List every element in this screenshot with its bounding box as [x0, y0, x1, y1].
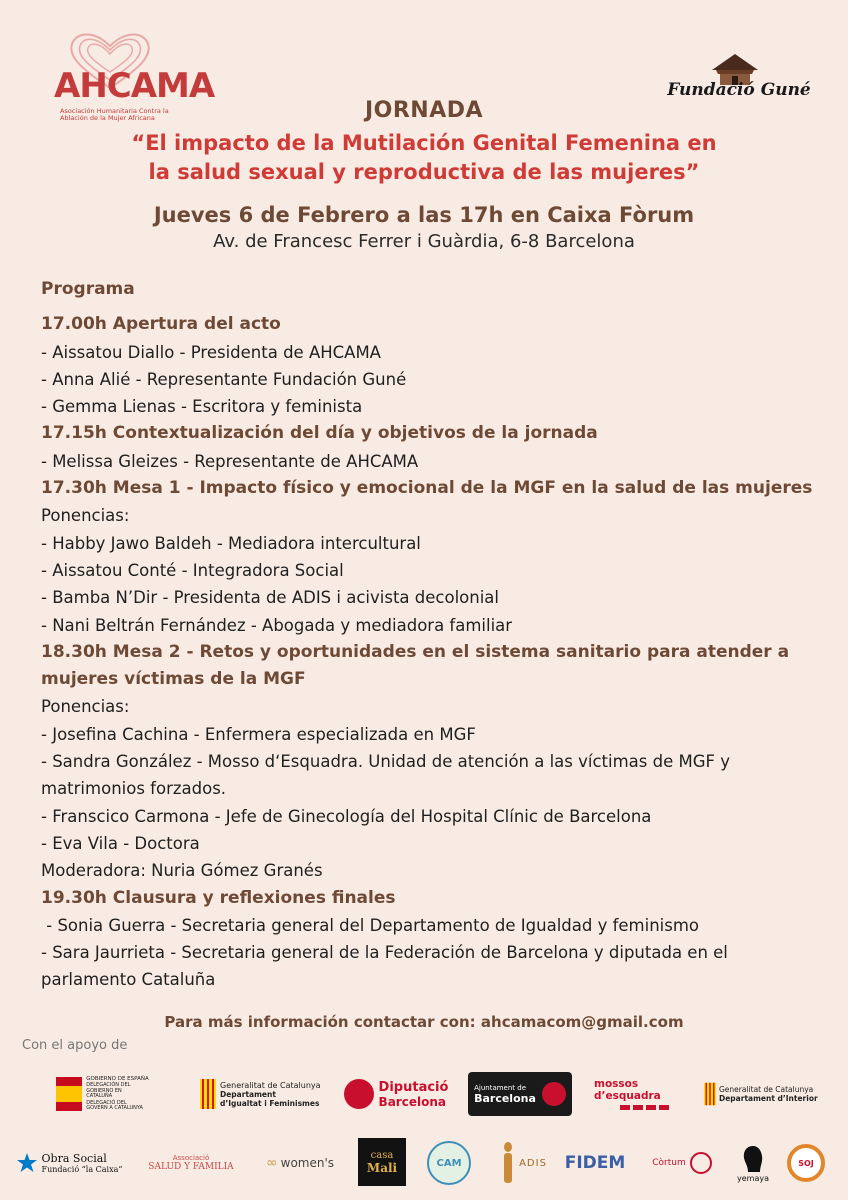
ponencias-label: Ponencias:: [41, 697, 130, 717]
womens-logo: [256, 1140, 344, 1186]
section-title: 18.30h Mesa 2 - Retos y oportunidades en el sistema sanitario para atender a mujeres víctimas de la MGF: [41, 641, 790, 690]
gobierno-label: DELEGACIÓ DEL GOVERN A CATALUNYA: [86, 1099, 143, 1112]
casa-mali-label: casa: [370, 1149, 394, 1161]
african-figure-icon: [501, 1141, 515, 1185]
barcelona-shield-icon: [542, 1082, 566, 1106]
gencat-label: Generalitat de Catalunya: [719, 1085, 814, 1094]
womens-icon: ∞: [265, 1155, 278, 1171]
cortum-logo: [646, 1140, 718, 1186]
event-title-line1: “El impacto de la Mutilación Genital Femenina en: [131, 131, 717, 155]
program-heading: Programa: [41, 279, 135, 299]
mossos-logo: [594, 1072, 694, 1116]
senyera-icon: [200, 1079, 216, 1109]
gobierno-espana-logo: [40, 1072, 165, 1116]
list-item: - Aissatou Conté - Integradora Social: [41, 560, 344, 580]
casa-mali-label: Mali: [366, 1160, 398, 1175]
list-item: - Gemma Lienas - Escritora y feminista: [41, 397, 363, 417]
event-date: Jueves 6 de Febrero a las 17h en Caixa Fòrum: [153, 203, 695, 227]
salud-label: SALUD Y FAMILIA: [148, 1162, 234, 1172]
cortum-label: Còrtum: [652, 1158, 686, 1168]
yemaya-label: yemaya: [737, 1173, 769, 1183]
star-icon: [16, 1152, 38, 1174]
diputacio-label: Barcelona: [378, 1094, 446, 1109]
salud-y-familia-logo: [142, 1140, 240, 1186]
list-item: - Nani Beltrán Fernández - Abogada y mediadora familiar: [41, 615, 513, 635]
spain-shield-icon: [56, 1077, 82, 1111]
list-item: - Josefina Cachina - Enfermera especializada en MGF: [41, 724, 476, 744]
event-title-line2: la salud sexual y reproductiva de las mujeres”: [148, 160, 700, 184]
mossos-label: mossos d’esquadra: [594, 1078, 661, 1102]
contact-info: Para más información contactar con: ahcamacom@gmail.com: [164, 1013, 684, 1031]
fidem-label: FIDEM: [564, 1153, 626, 1173]
cam-logo: [424, 1140, 474, 1186]
gencat-igualtat-logo: [200, 1072, 325, 1116]
program: [41, 276, 821, 994]
soj-label: SOJ: [798, 1158, 814, 1168]
gobierno-label: DELEGACIÓN DEL GOBIERNO EN CATALUÑA: [86, 1082, 131, 1100]
list-item: - Anna Alié - Representante Fundación Guné: [41, 369, 407, 389]
moderator: Moderadora: Nuria Gómez Granés: [41, 861, 323, 881]
list-item: - Franscico Carmona - Jefe de Ginecología del Hospital Clínic de Barcelona: [41, 806, 652, 826]
cam-label: CAM: [436, 1157, 462, 1169]
list-item: - Sonia Guerra - Secretaria general del Departamento de Igualdad y feminismo: [41, 915, 700, 935]
salud-label: Associació: [172, 1154, 210, 1162]
event-address: Av. de Francesc Ferrer i Guàrdia, 6-8 Barcelona: [213, 231, 635, 252]
list-item: - Sara Jaurrieta - Secretaria general de la Federación de Barcelona y diputada en el parlamento Cataluña: [41, 943, 728, 990]
obra-social-la-caixa-logo: [14, 1140, 124, 1186]
section-title: 17.00h Apertura del acto: [41, 314, 281, 335]
ponencias-label: Ponencias:: [41, 506, 130, 526]
gobierno-label: GOBIERNO DE ESPAÑA: [86, 1076, 149, 1083]
diputacio-emblem-icon: [344, 1079, 374, 1109]
soj-logo: [786, 1140, 826, 1186]
obra-social-label: Fundació “la Caixa”: [41, 1165, 123, 1174]
gencat-dept-label: Departament d’Interior: [719, 1094, 818, 1103]
senyera-icon: [704, 1082, 716, 1106]
gencat-label: Generalitat de Catalunya: [220, 1080, 321, 1090]
gencat-interior-logo: [704, 1072, 830, 1116]
diputacio-label: Diputació: [378, 1079, 449, 1095]
list-item: - Sandra González - Mosso d‘Esquadra. Unidad de atención a las víctimas de MGF y matrimonios forzados.: [41, 752, 731, 799]
ajuntament-barcelona-logo: [468, 1072, 572, 1116]
event-kicker: JORNADA: [364, 98, 484, 123]
ajuntament-label: Ajuntament de: [474, 1083, 527, 1092]
list-item: - Aissatou Diallo - Presidenta de AHCAMA: [41, 342, 381, 362]
support-label: Con el apoyo de: [22, 1038, 128, 1053]
mossos-stripes-icon: [620, 1105, 669, 1110]
adis-label: ADIS: [519, 1157, 547, 1169]
womens-label: women's: [280, 1156, 335, 1170]
list-item: - Habby Jawo Baldeh - Mediadora intercultural: [41, 533, 421, 553]
cortum-icon: [690, 1152, 712, 1174]
diputacio-barcelona-logo: [340, 1072, 452, 1116]
gencat-dept-label: Departament d’Igualtat i Feminismes: [220, 1089, 320, 1108]
fidem-logo: [560, 1140, 630, 1186]
section-title: 19.30h Clausura y reflexiones finales: [41, 887, 396, 908]
section-title: 17.30h Mesa 1 - Impacto físico y emocional de la MGF en la salud de las mujeres: [41, 478, 813, 499]
woman-profile-icon: [738, 1144, 768, 1174]
adis-logo: [496, 1140, 552, 1186]
list-item: - Melissa Gleizes - Representante de AHCAMA: [41, 451, 419, 471]
ahcama-subtitle: Asociación Humanitaria Contra la Ablación de la Mujer Africana: [60, 107, 169, 122]
list-item: - Bamba N’Dir - Presidenta de ADIS i acivista decolonial: [41, 588, 499, 608]
casa-mali-logo: [358, 1138, 406, 1186]
list-item: - Eva Vila - Doctora: [41, 833, 200, 853]
obra-social-label: Obra Social: [41, 1152, 107, 1165]
gune-wordmark: Fundació Guné: [667, 80, 811, 100]
yemaya-logo: [728, 1140, 778, 1186]
ajuntament-label: Barcelona: [474, 1091, 536, 1105]
section-title: 17.15h Contextualización del día y objetivos de la jornada: [41, 423, 598, 444]
ahcama-wordmark: AHCAMA: [54, 66, 215, 106]
